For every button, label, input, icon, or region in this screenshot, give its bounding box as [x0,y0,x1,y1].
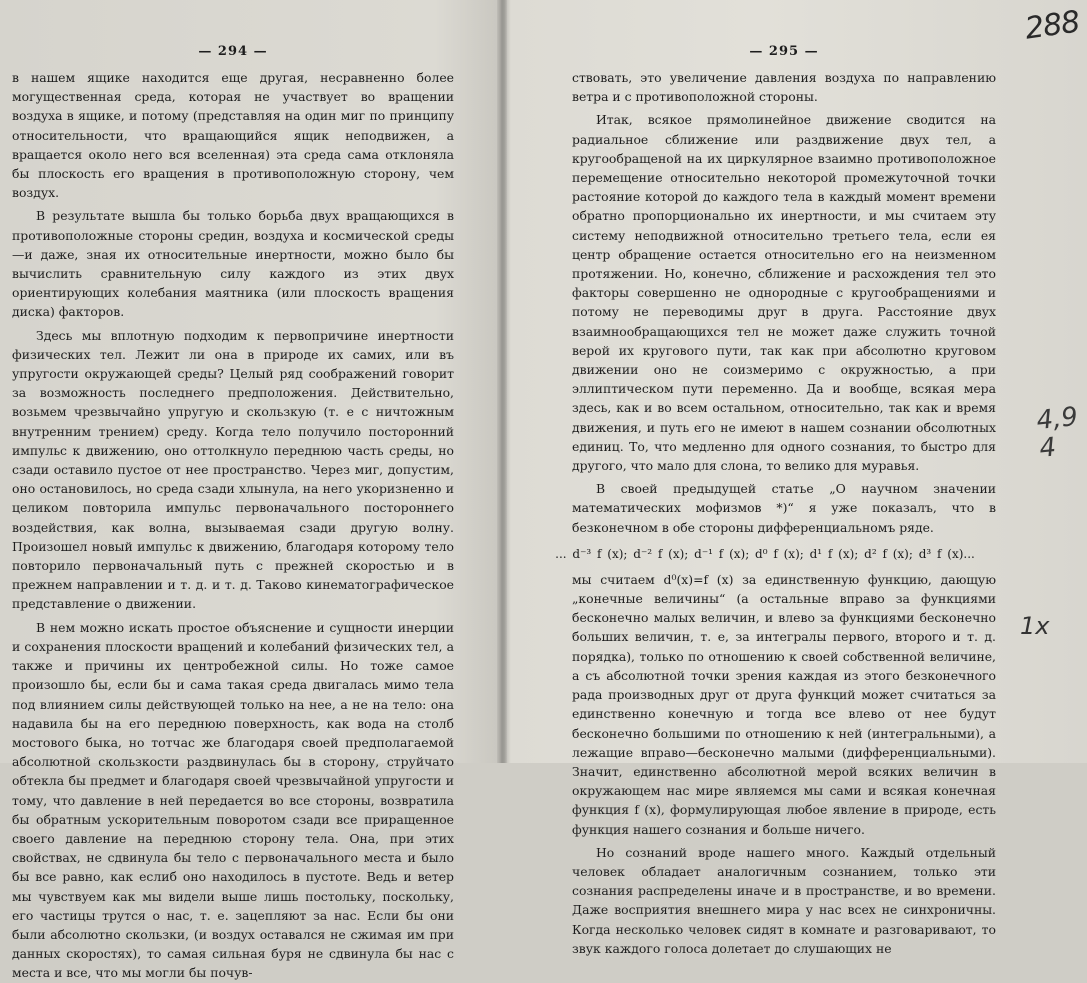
right-page-text [555,68,996,958]
paragraph: В нем можно искать простое объяснение и сущности инерции и сохранения плоскости вращений и колебаний физических тел, а также и причины их центробежной силы. Но тоже самое произошло бы, если бы и сама такая среда двигалась мимо тела под влиянием силы действующей только на нее, а не на тело: она надавила бы на его переднюю поверхность, как вода на столб мостового быка, но тотчас же благодаря своей предполагаемой абсолютной скользкости раздвинулась бы в сторону, струйчато обтекла бы предмет и благодаря своей чрезвычайной упругости и тому, что давление в ней передается во все стороны, возвратила бы обратным ускорительным поворотом сзади все приращенное своего давление на переднюю сторону тела. Она, при этих свойствах, не сдвинула бы тело с первоначального места и было бы все равно, как еслиб оно находилось в пустоте. Ведь и ветер мы чувствуем как мы видели выше лишь постольку, поскольку, его частицы трутся о нас, т. е. зацепляют за нас. Если бы они были абсолютно скользки, (и воздух оставался не сжимая им при данных скоростях), то самая сильная буря не сдвинула бы нас с места и все, что мы могли бы почув- [12,619,454,981]
paragraph: Здесь мы вплотную подходим к первопричине инертности физических тел. Лежит ли она в природе их самих, или въ упругости окружающей среды? Целый ряд соображений говорит за возможность последнего предположения. Действительно, возьмем чрезвычайно упругую и скользкую (т. е с ничтожным внутренним трением) среду. Когда тело получило посторонний импульс к движению, оно оттолкнуло переднюю часть среды, но сзади оставило пустое от нее пространство. Через миг, допустим, оно остановилось, но среда сзади хлынула, на него укоризненно и целиком повторила импульс первоначального постороннего воздействия, как волна, вызываемая сзади другую волну. Произошел новый импульс к движению, благодаря которому тело повторило первоначальный путь с прежней скоростью и в прежнем направлении и т. д. и т. д. Таково кинематографическое представление о движении. [12,327,454,612]
paragraph: В своей предыдущей статье „О научном значении математических мофизмов *)“ я уже показалъ, что в безконечном в обе стороны дифференциальномъ ряде. [572,481,996,535]
handwritten-page-number: 288 [1022,4,1082,47]
paragraph: Итак, всякое прямолинейное движение сводится на радиальное сближение или раздвижение двух тел, а кругообращеной на их циркулярное взаимно противоположное перемещение относительно некоторой промежуточной точки растояние которой до каждого тела в каждый момент времени обратно пропорционально их инертности, и мы считаем эту систему неподвижной относительно третьего тела, если ея центр обращение остается относительно его на неизменном протяжении. Но, конечно, сближение и расхождения тел это факторы совершенно не однородные с кругообращениями и потому не переводимы друг в друга. Расстояние двух взаимнообращающихся тел не может даже служить точной верой их кругового пути, так как при абсолютно круговом движении оно не соизмеримо с окружностью, а при эллиптическом пути переменно. Да и вообще, всякая мера здесь, как и во всем остальном, относительно, так как и время движения, и путь его не имеют в нашем сознании обсолютных единиц. То, что медленно для одного сознания, то быстро для другого, что мало для слона, то велико для муравья. [572,112,996,474]
left-page-number: — 294 — [198,44,268,59]
handwritten-margin-note: 4,9 4 [1035,401,1080,464]
paragraph: ствовать, это увеличение давления воздуха по направлению ветра и с противоположной стороны. [572,70,996,105]
paragraph: Но сознаний вроде нашего много. Каждый отдельный человек обладает аналогичным сознанием, только эти сознания распределены иначе и в пространстве, и во времени. Даже восприятия внешнего мира у нас всех не синхроничны. Когда несколько человек сидят в комнате и разговаривают, то звук каждого голоса долетает до слушающих не [572,844,996,956]
paragraph: мы считаем d⁰(x)=f (x) за единственную функцию, дающую „конечные величины“ (а остальные вправо за функциями бесконечно малых величин, и влево за функциями бесконечно больших величин, т. е, за интегралы первого, второго и т. д. порядка), только по отношению к своей собственной величине, а съ абсолютной точки зрения каждая из этого безконечного рада производных друг от друга функций может считаться за единственно конечную и тогда все влево от нее будут бесконечно большими по отношению к ней (интегральными), а лежащие вправо—бесконечно малыми (дифференциальными). Значит, единственно абсолютной мерой всяких величин в окружающем нас мире являемся мы сами и всякая конечная функция f (x), формулирующая любое явление в природе, есть функция нашего сознания и больше ничего. [572,571,996,837]
left-page-text [12,68,454,983]
right-page-number: — 295 — [749,44,819,59]
paragraph: В результате вышла бы только борьба двух вращающихся в противоположные стороны средин, воздуха и космической среды—и даже, зная их относительные инертности, можно было бы вычислить сравнительную силу каждого из этих двух ориентирующих колебания маятника (или плоскость вращения диска) факторов. [12,208,454,320]
book-gutter [497,0,507,763]
differential-series-formula: ... d⁻³ f (x); d⁻² f (x); d⁻¹ f (x); d⁰ f (x); d¹ f (x); d² f (x); d³ f (x)... [555,546,975,561]
handwritten-margin-note-lower: 1x [1020,612,1050,640]
paragraph: в нашем ящике находится еще другая, несравненно более могущественная среда, которая не участвует во вращении воздуха в ящике, и потому (представляя на один миг по принципу относительности, что вращающийся ящик неподвижен, а вращается около него вся вселенная) эта среда сама отклоняла бы плоскость его вращения в противоположную сторону, чем воздух. [12,70,454,201]
